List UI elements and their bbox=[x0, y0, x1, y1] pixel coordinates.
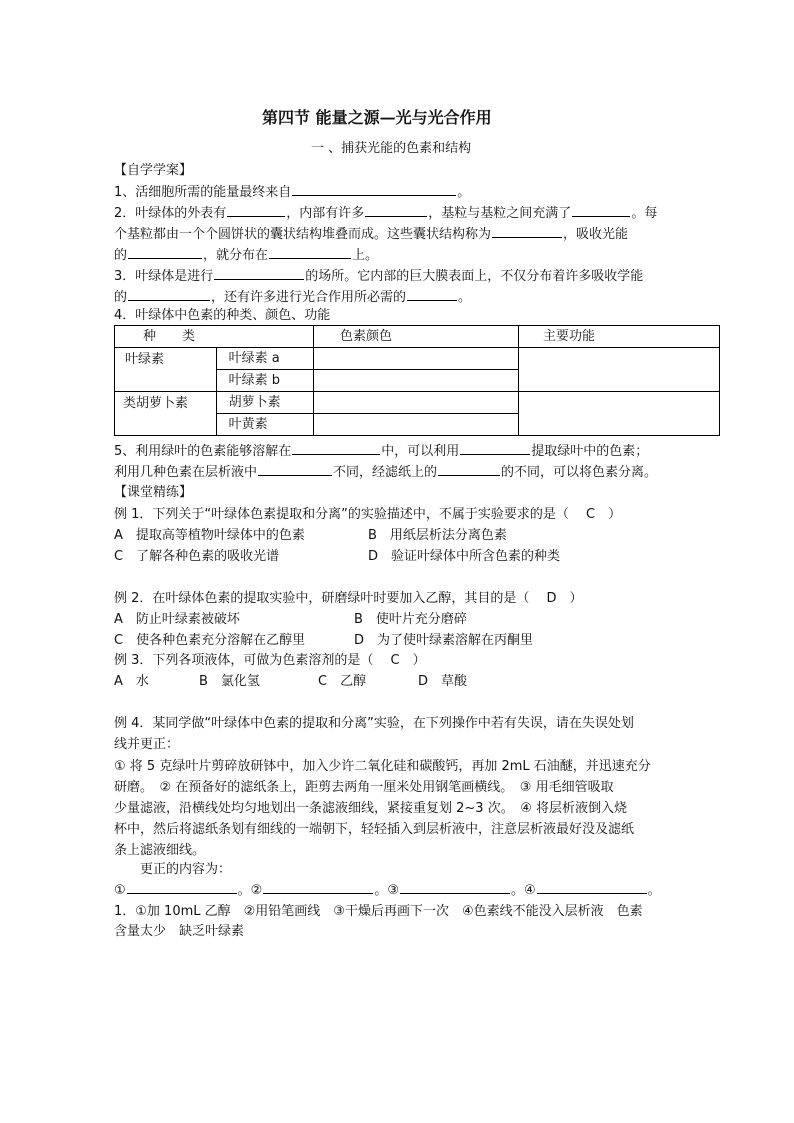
answer-blank[interactable] bbox=[460, 441, 530, 455]
page-subtitle: 一 、捕获光能的色素和结构 bbox=[311, 141, 472, 156]
example-4-line-4: 研磨。 ② 在预备好的滤纸条上，距剪去两角一厘米处用钢笔画横线。 ③ 用毛细管吸取 bbox=[114, 780, 614, 795]
example-2-option-b: B 使叶片充分磨碎 bbox=[354, 612, 467, 627]
page-title: 第四节 能量之源—光与光合作用 bbox=[262, 108, 492, 127]
example-4-line-6: 杯中，然后将滤纸条划有细线的一端朝下，轻轻插入到层析液中，注意层析液最好没及滤纸 bbox=[114, 822, 635, 837]
function-cell[interactable] bbox=[519, 348, 720, 392]
correction-blanks: ① 。② 。③ 。④ 。 bbox=[114, 880, 661, 900]
answer-blank[interactable] bbox=[407, 287, 457, 301]
answer-blank[interactable] bbox=[492, 224, 562, 238]
example-4-line-2: 线并更正： bbox=[114, 737, 180, 752]
answer-blank[interactable] bbox=[128, 287, 210, 301]
pigment-xanthophyll: 叶黄素 bbox=[216, 414, 313, 436]
pigment-chlorophyll-a: 叶绿素 a bbox=[216, 348, 313, 370]
color-cell[interactable] bbox=[314, 414, 519, 436]
example-1-option-c: C 了解各种色素的吸收光谱 bbox=[114, 549, 280, 564]
color-cell[interactable] bbox=[314, 370, 519, 392]
question-4: 4．叶绿体中色素的种类、颜色、功能 bbox=[114, 308, 331, 323]
example-2-option-c: C 使各种色素充分溶解在乙醇里 bbox=[114, 633, 306, 648]
example-3-option-d: D 草酸 bbox=[418, 674, 468, 689]
header-kind: 种 类 bbox=[115, 326, 314, 348]
pigment-chlorophyll-b: 叶绿素 b bbox=[216, 370, 313, 392]
example-1-option-a: A 提取高等植物叶绿体中的色素 bbox=[114, 528, 305, 543]
pigment-carotene: 胡萝卜素 bbox=[216, 392, 313, 414]
answer-blank[interactable] bbox=[263, 880, 373, 894]
example-3-option-c: C 乙醇 bbox=[318, 674, 367, 689]
correction-label: 更正的内容为： bbox=[140, 862, 232, 877]
answer-blank[interactable] bbox=[128, 245, 202, 259]
question-2-line-2: 个基粒都由一个个圆饼状的囊状结构堆叠而成。这些囊状结构称为 ，吸收光能 bbox=[114, 224, 628, 244]
example-3-option-b: B 氯化氢 bbox=[199, 674, 260, 689]
question-1: 1、活细胞所需的能量最终来自 。 bbox=[114, 182, 470, 202]
answer-blank[interactable] bbox=[400, 880, 510, 894]
question-2-line-3: 的 ，就分布在 上。 bbox=[114, 245, 378, 265]
answer-line-1: 1．①加 10mL 乙醇 ②用铅笔画线 ③干燥后再画下一次 ④色素线不能没入层析液 色素 bbox=[114, 904, 643, 919]
answer-line-2: 含量太少 缺乏叶绿素 bbox=[114, 924, 245, 939]
group-chlorophyll: 叶绿素 bbox=[115, 348, 217, 392]
answer-blank[interactable] bbox=[258, 462, 332, 476]
answer-blank[interactable] bbox=[127, 880, 237, 894]
answer-blank[interactable] bbox=[365, 203, 427, 217]
answer-blank[interactable] bbox=[537, 880, 647, 894]
example-2-stem: 例 2．在叶绿体色素的提取实验中，研磨绿叶时要加入乙醇，其目的是（ D ） bbox=[114, 591, 583, 606]
example-1-option-d: D 验证叶绿体中所含色素的种类 bbox=[368, 549, 561, 564]
color-cell[interactable] bbox=[314, 392, 519, 414]
question-5-line-2: 利用几种色素在层析液中 不同，经滤纸上的 的不同，可以将色素分离。 bbox=[114, 462, 657, 482]
function-cell[interactable] bbox=[519, 392, 720, 436]
header-color: 色素颜色 bbox=[314, 326, 519, 348]
example-3-stem: 例 3．下列各项液体，可做为色素溶剂的是（ C ） bbox=[114, 653, 426, 668]
section-heading-self-study: 【自学学案】 bbox=[114, 163, 193, 178]
color-cell[interactable] bbox=[314, 348, 519, 370]
answer-blank[interactable] bbox=[269, 245, 351, 259]
header-function: 主要功能 bbox=[519, 326, 720, 348]
question-3-line-2: 的 ，还有许多进行光合作用所必需的 。 bbox=[114, 287, 471, 307]
example-4-line-1: 例 4．某同学做“叶绿体中色素的提取和分离”实验，在下列操作中若有失误，请在失误处划 bbox=[114, 716, 634, 731]
question-3-line-1: 3．叶绿体是进行 的场所。它内部的巨大膜表面上，不仅分布着许多吸收学能 bbox=[114, 266, 643, 286]
answer-blank[interactable] bbox=[292, 441, 380, 455]
example-4-line-5: 少量滤液，沿横线处均匀地划出一条滤液细线，紧接重复划 2~3 次。 ④ 将层析液倒入烧 bbox=[114, 801, 627, 816]
section-heading-practice: 【课堂精练】 bbox=[114, 485, 193, 500]
pigment-table bbox=[114, 325, 720, 436]
answer-blank[interactable] bbox=[572, 203, 630, 217]
example-2-option-d: D 为了使叶绿素溶解在丙酮里 bbox=[354, 633, 534, 648]
answer-blank[interactable] bbox=[292, 182, 456, 196]
example-3-option-a: A 水 bbox=[114, 674, 149, 689]
group-carotenoid: 类胡萝卜素 bbox=[115, 392, 217, 436]
example-2-option-a: A 防止叶绿素被破坏 bbox=[114, 612, 240, 627]
answer-blank[interactable] bbox=[227, 203, 285, 217]
example-4-line-7: 条上滤液细线。 bbox=[114, 843, 206, 858]
question-2-line-1: 2．叶绿体的外表有 ，内部有许多 ，基粒与基粒之间充满了 。每 bbox=[114, 203, 657, 223]
example-1-option-b: B 用纸层析法分离色素 bbox=[368, 528, 507, 543]
example-4-line-3: ① 将 5 克绿叶片剪碎放研钵中，加入少许二氧化硅和碳酸钙，再加 2mL 石油醚，并迅速充分 bbox=[114, 759, 651, 774]
answer-blank[interactable] bbox=[214, 266, 304, 280]
question-5-line-1: 5、利用绿叶的色素能够溶解在 中，可以利用 提取绿叶中的色素； bbox=[114, 441, 648, 461]
answer-blank[interactable] bbox=[438, 462, 500, 476]
example-1-stem: 例 1．下列关于“叶绿体色素提取和分离”的实验描述中，不属于实验要求的是（ C ） bbox=[114, 507, 622, 522]
